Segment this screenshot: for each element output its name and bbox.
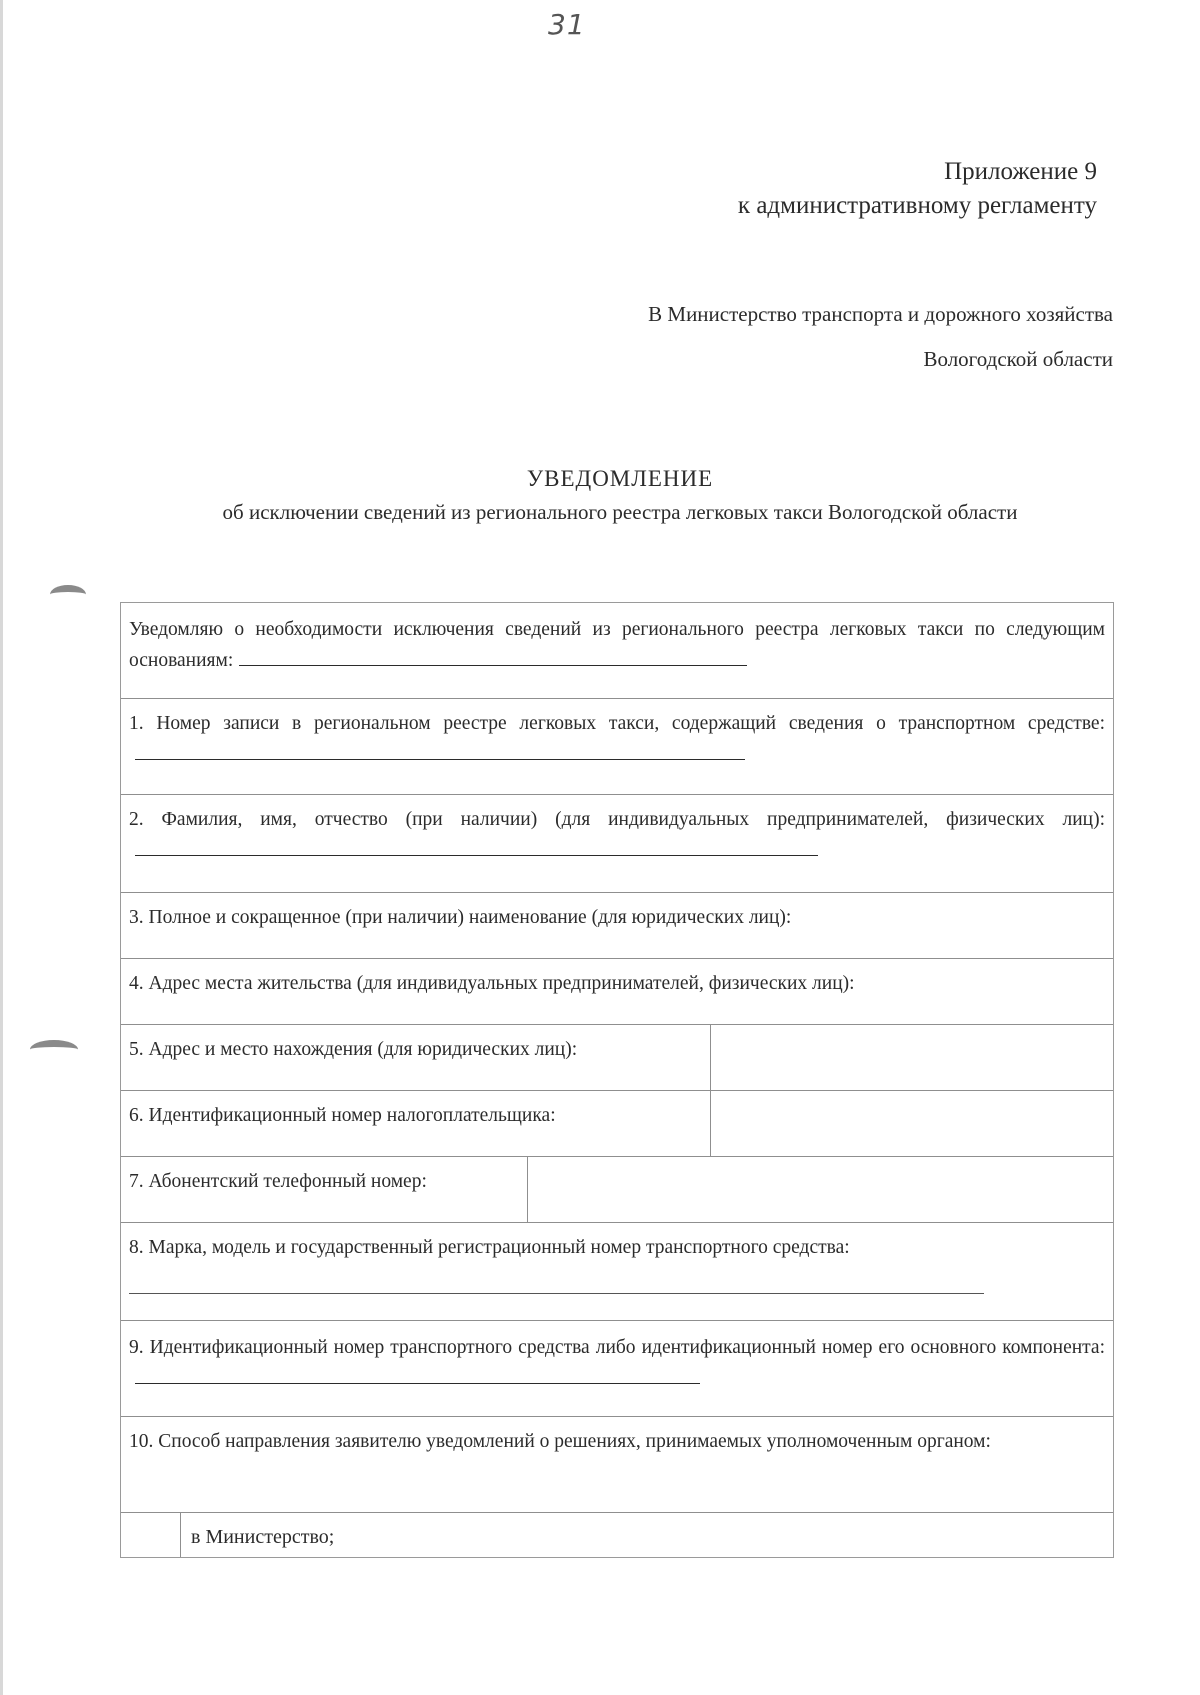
form-row-vehicle-info (121, 1223, 1113, 1321)
inn-input[interactable] (711, 1091, 1113, 1156)
binder-hole-mark (30, 1040, 78, 1059)
field-8-label: 8. Марка, модель и государственный регистрационный номер транспортного средства: (129, 1237, 850, 1258)
addressee-block (648, 292, 1113, 382)
option-ministry-label: в Министерство; (191, 1526, 335, 1548)
grounds-input[interactable] (239, 645, 747, 666)
form-row-org-name (121, 893, 1113, 959)
field-10-label: 10. Способ направления заявителю уведомлений о решениях, принимаемых уполномоченным органом: (129, 1431, 991, 1452)
appendix-header (738, 155, 1097, 223)
addressee-line-1: В Министерство транспорта и дорожного хозяйства (648, 302, 1113, 326)
field-7-label: 7. Абонентский телефонный номер: (129, 1171, 427, 1192)
vin-input[interactable] (135, 1363, 700, 1384)
full-name-input[interactable] (135, 835, 818, 856)
option-ministry-checkbox[interactable] (121, 1513, 181, 1557)
document-title: УВЕДОМЛЕНИЕ (526, 466, 714, 491)
form-row-record-number (121, 699, 1113, 795)
document-subtitle: об исключении сведений из регионального реестра легковых такси Вологодской области (222, 500, 1018, 524)
appendix-line-1: Приложение 9 (944, 158, 1097, 185)
appendix-line-2: к административному регламенту (737, 192, 1097, 219)
form-row-phone (121, 1157, 1113, 1223)
form-row-inn (121, 1091, 1113, 1157)
notification-form (120, 602, 1114, 1558)
form-row-legal-address (121, 1025, 1113, 1091)
form-row-full-name (121, 795, 1113, 893)
form-row-intro (121, 603, 1113, 699)
form-row-residence-address (121, 959, 1113, 1025)
addressee-line-2: Вологодской области (923, 347, 1113, 371)
intro-text: Уведомляю о необходимости исключения сведений из регионального реестра легковых такси по следующим основаниям: (129, 619, 1105, 671)
field-4-label: 4. Адрес места жительства (для индивидуальных предпринимателей, физических лиц): (129, 973, 855, 994)
field-9-label: 9. Идентификационный номер транспортного средства либо идентификационный номер его основного компонента: (129, 1337, 1105, 1358)
page-number: 31 (548, 8, 586, 41)
field-5-label: 5. Адрес и место нахождения (для юридических лиц): (129, 1039, 578, 1060)
scan-edge (0, 0, 3, 1695)
binder-hole-mark (50, 585, 86, 604)
field-1-label: 1. Номер записи в региональном реестре легковых такси, содержащий сведения о транспортном средстве: (129, 713, 1105, 734)
form-row-vin (121, 1321, 1113, 1417)
field-2-label: 2. Фамилия, имя, отчество (при наличии) (для индивидуальных предпринимателей, физических лиц): (129, 809, 1105, 830)
option-row-ministry (121, 1513, 1113, 1557)
vehicle-info-input[interactable] (129, 1293, 984, 1294)
field-6-label: 6. Идентификационный номер налогоплательщика: (129, 1105, 556, 1126)
form-row-notification-method (121, 1417, 1113, 1513)
phone-input[interactable] (528, 1157, 1113, 1222)
field-3-label: 3. Полное и сокращенное (при наличии) наименование (для юридических лиц): (129, 907, 792, 928)
legal-address-input[interactable] (711, 1025, 1113, 1090)
record-number-input[interactable] (135, 739, 745, 760)
